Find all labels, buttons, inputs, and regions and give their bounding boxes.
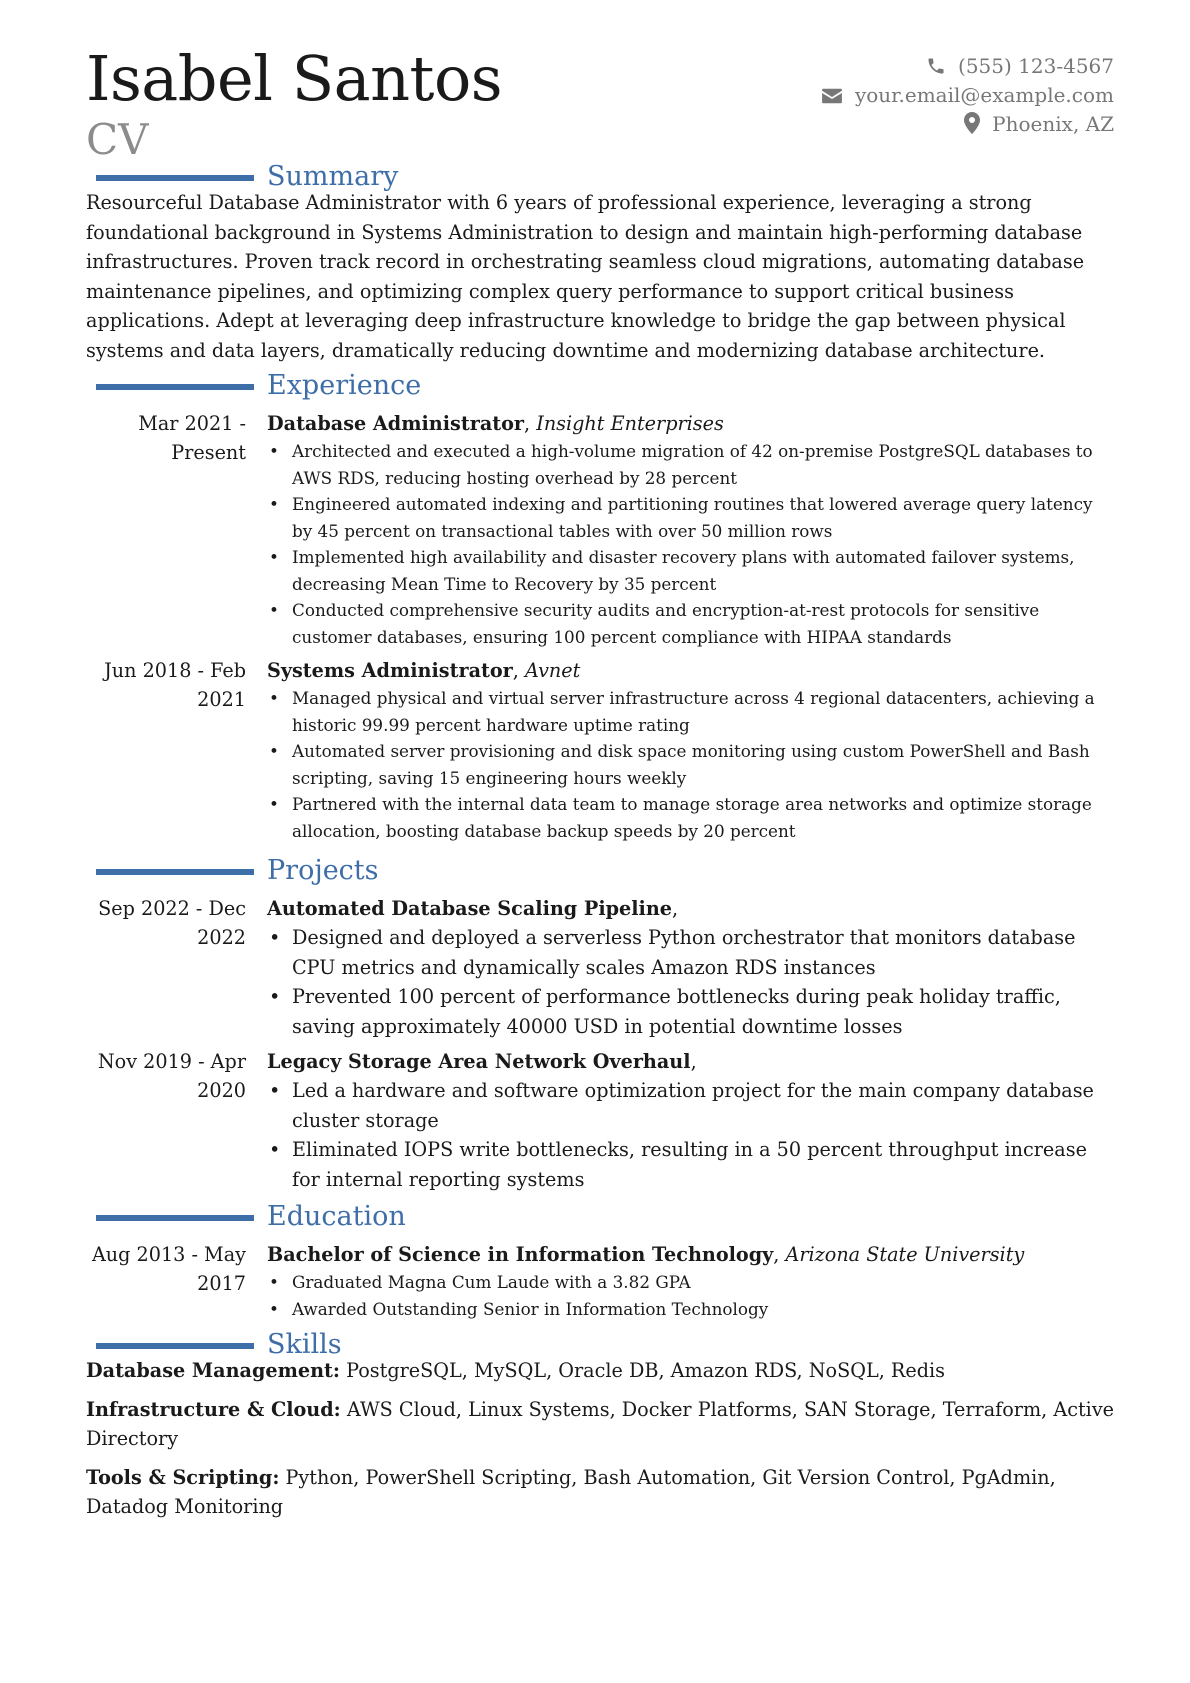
section-accent-bar xyxy=(96,384,254,390)
contact-info xyxy=(821,52,1114,139)
project-entry xyxy=(86,1047,1114,1194)
section-title: Experience xyxy=(267,370,422,401)
list-item: • Prevented 100 percent of performance bottlenecks during peak holiday traffic, saving approximately 40000 USD in potential downtime losses xyxy=(292,982,1114,1041)
experience-entry xyxy=(86,656,1114,844)
education-entry xyxy=(86,1240,1114,1322)
phone-icon xyxy=(926,56,946,76)
bullet-list xyxy=(267,685,1114,844)
location-text: Phoenix, AZ xyxy=(992,112,1114,136)
list-item: • Led a hardware and software optimization project for the main company database cluster storage xyxy=(292,1076,1114,1135)
skill-group xyxy=(86,1395,1114,1454)
skill-group xyxy=(86,1463,1114,1522)
section-experience-header xyxy=(86,367,1114,405)
section-title: Projects xyxy=(267,855,379,886)
section-projects-header xyxy=(86,852,1114,890)
section-title: Summary xyxy=(267,161,399,192)
entry-date: Aug 2013 - May 2017 xyxy=(91,1243,246,1295)
job-title: Systems Administrator xyxy=(267,659,513,682)
contact-location xyxy=(821,110,1114,139)
bullet-list xyxy=(267,1269,1114,1322)
list-item: • Engineered automated indexing and partitioning routines that lowered average query latency by 45 percent on transactional tables with over 50 million rows xyxy=(292,491,1114,544)
list-item: • Implemented high availability and disaster recovery plans with automated failover systems, decreasing Mean Time to Recovery by 35 percent xyxy=(292,544,1114,597)
bullet-list xyxy=(267,923,1114,1041)
entry-body xyxy=(267,409,1114,650)
phone-text: (555) 123-4567 xyxy=(958,54,1114,78)
list-item: • Automated server provisioning and disk space monitoring using custom PowerShell and Bash scripting, saving 15 engineering hours weekly xyxy=(292,738,1114,791)
entry-date: Nov 2019 - Apr 2020 xyxy=(97,1050,246,1102)
list-item: • Graduated Magna Cum Laude with a 3.82 GPA xyxy=(292,1269,1114,1296)
list-item: • Designed and deployed a serverless Python orchestrator that monitors database CPU metrics and dynamically scales Amazon RDS instances xyxy=(292,923,1114,982)
entry-heading: Systems Administrator, Avnet xyxy=(267,659,581,682)
section-title: Education xyxy=(267,1201,406,1232)
list-item: • Conducted comprehensive security audits and encryption-at-rest protocols for sensitive customer databases, ensuring 100 percent compliance with HIPAA standards xyxy=(292,597,1114,650)
entry-heading: Automated Database Scaling Pipeline, xyxy=(267,897,679,920)
envelope-icon xyxy=(821,87,843,105)
entry-date: Mar 2021 - Present xyxy=(138,412,246,464)
employer: Insight Enterprises xyxy=(536,412,724,435)
entry-date: Sep 2022 - Dec 2022 xyxy=(98,897,246,949)
skill-items: PostgreSQL, MySQL, Oracle DB, Amazon RDS, NoSQL, Redis xyxy=(346,1359,945,1382)
map-pin-icon xyxy=(964,112,980,134)
entry-body xyxy=(267,1240,1114,1322)
employer: Avnet xyxy=(524,659,581,682)
skill-label: Infrastructure & Cloud: xyxy=(86,1397,341,1421)
contact-email[interactable] xyxy=(821,81,1114,110)
candidate-name: Isabel Santos xyxy=(86,42,503,115)
entry-heading: Legacy Storage Area Network Overhaul, xyxy=(267,1050,697,1073)
entry-body xyxy=(267,1047,1114,1194)
skill-label: Database Management: xyxy=(86,1359,340,1382)
project-name: Automated Database Scaling Pipeline xyxy=(267,897,672,920)
list-item: • Partnered with the internal data team to manage storage area networks and optimize storage allocation, boosting database backup speeds by 20 percent xyxy=(292,791,1114,844)
section-accent-bar xyxy=(96,1343,254,1349)
cv-header xyxy=(86,40,1114,164)
degree: Bachelor of Science in Information Technology xyxy=(267,1243,774,1266)
email-text[interactable]: your.email@example.com xyxy=(854,83,1114,107)
bullet-list xyxy=(267,1076,1114,1194)
section-education-header xyxy=(86,1198,1114,1236)
entry-heading: Bachelor of Science in Information Technology, Arizona State University xyxy=(267,1243,1025,1266)
school: Arizona State University xyxy=(785,1243,1025,1266)
skills-list xyxy=(86,1356,1114,1522)
job-title: Database Administrator xyxy=(267,412,525,435)
entry-date: Jun 2018 - Feb 2021 xyxy=(104,659,246,711)
section-accent-bar xyxy=(96,175,254,181)
list-item: • Awarded Outstanding Senior in Information Technology xyxy=(292,1296,1114,1323)
document-subtitle: CV xyxy=(86,115,149,164)
list-item: • Managed physical and virtual server infrastructure across 4 regional datacenters, achieving a historic 99.99 percent hardware uptime rating xyxy=(292,685,1114,738)
skill-items: Python, PowerShell Scripting, Bash Automation, Git Version Control, PgAdmin, Datadog Monitoring xyxy=(86,1465,1056,1518)
list-item: • Architected and executed a high-volume migration of 42 on-premise PostgreSQL databases to AWS RDS, reducing hosting overhead by 28 percent xyxy=(292,438,1114,491)
bullet-list xyxy=(267,438,1114,650)
summary-text: Resourceful Database Administrator with 6 years of professional experience, leveraging a strong foundational background in Systems Administration to design and maintain high-performing database infrastructures. Proven track record in orchestrating seamless cloud migrations, automating database maintenance pipelines, and optimizing complex query performance to support critical business applications. Adept at leveraging deep infrastructure knowledge to bridge the gap between physical systems and data layers, dramatically reducing downtime and modernizing database architecture. xyxy=(86,191,1085,362)
cv-page xyxy=(86,40,1114,1522)
section-accent-bar xyxy=(96,1215,254,1221)
entry-body xyxy=(267,656,1114,844)
section-accent-bar xyxy=(96,869,254,875)
section-summary-header xyxy=(86,158,1114,196)
list-item: • Eliminated IOPS write bottlenecks, resulting in a 50 percent throughput increase for internal reporting systems xyxy=(292,1135,1114,1194)
section-title: Skills xyxy=(267,1329,342,1360)
section-skills-header xyxy=(86,1326,1114,1364)
entry-body xyxy=(267,894,1114,1041)
project-name: Legacy Storage Area Network Overhaul xyxy=(267,1050,691,1073)
project-entry xyxy=(86,894,1114,1041)
contact-phone xyxy=(821,52,1114,81)
skill-items: AWS Cloud, Linux Systems, Docker Platforms, SAN Storage, Terraform, Active Directory xyxy=(86,1397,1115,1450)
entry-heading: Database Administrator, Insight Enterprises xyxy=(267,412,724,435)
skill-label: Tools & Scripting: xyxy=(86,1465,280,1489)
experience-entry xyxy=(86,409,1114,650)
